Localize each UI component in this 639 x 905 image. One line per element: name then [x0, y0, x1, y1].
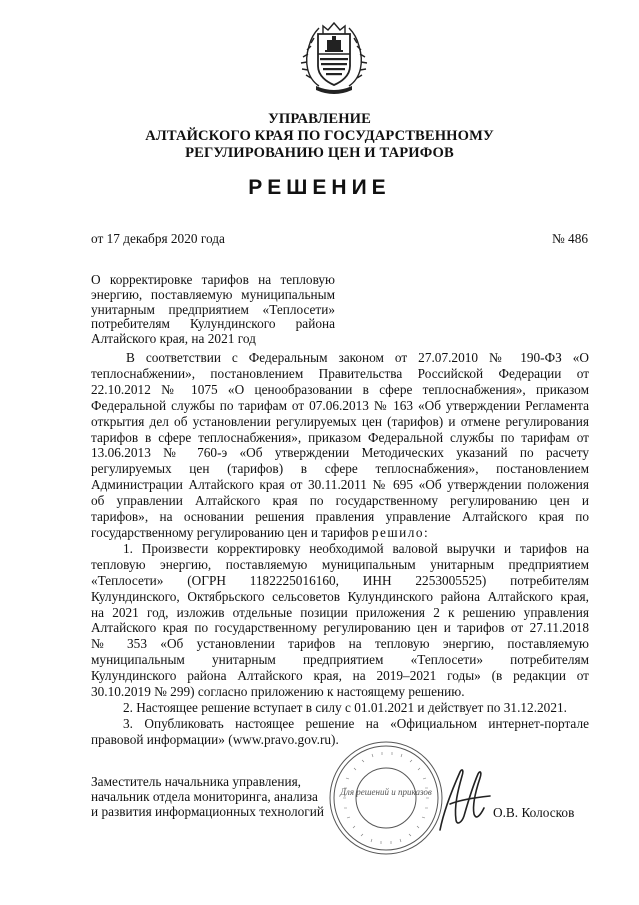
body-line: В соответствии с Федеральным законом от 27.07.2010 № 190-ФЗ «О	[126, 350, 589, 365]
body-line: об управлении Алтайского края по государственному регулированию цен и	[91, 493, 589, 509]
body-line: Федеральной службы по тарифам от 07.06.2013 № 163 «Об утверждении Регламента	[91, 397, 589, 413]
document-body	[91, 350, 589, 748]
body-line: на 2021 год, изложив отдельные позиции приложения 2 к решению управления	[91, 604, 589, 620]
body-line: Кулундинского, Октябрьского сельсоветов Кулундинского района Алтайского края,	[91, 588, 589, 604]
org-name-line2: АЛТАЙСКОГО КРАЯ ПО ГОСУДАРСТВЕННОМУ	[145, 128, 494, 144]
document-number: № 486	[552, 231, 588, 246]
body-line: 22.10.2012 № 1075 «О ценообразовании в сфере теплоснабжения», приказом	[91, 381, 589, 397]
body-line: 2. Настоящее решение вступает в силу с 01.01.2021 и действует по 31.12.2021.	[123, 699, 567, 715]
signatory-position-line: начальник отдела мониторинга, анализа	[91, 789, 318, 804]
subject-line: О корректировке тарифов на тепловую	[91, 272, 335, 287]
resolved-word: решило:	[371, 524, 430, 540]
body-line: 3. Опубликовать настоящее решение на «Официальном интернет-портале	[123, 715, 589, 731]
org-name-line3: РЕГУЛИРОВАНИЮ ЦЕН И ТАРИФОВ	[185, 145, 454, 161]
body-line: открытия дел об установлении регулируемых цен (тарифов) и отмене регулирования	[91, 413, 589, 429]
body-line-text: государственному регулированию цен и тарифов	[91, 524, 369, 540]
stamp-text: Для решений и приказов	[340, 787, 432, 797]
body-line: Администрации Алтайского края от 30.11.2011 № 695 «Об утверждении положения	[91, 477, 589, 493]
body-line: тарифов», на основании решения правления управление Алтайского края по	[91, 509, 589, 525]
subject-line: потребителям Кулундинского района	[91, 316, 335, 332]
signatory-position-line: Заместитель начальника управления,	[91, 774, 302, 789]
altai-krai-coat-of-arms-icon	[299, 20, 369, 94]
body-line: 13.06.2013 № 760-э «Об утверждении Методических указаний по расчету	[91, 445, 589, 461]
signatory-position	[91, 774, 324, 819]
body-line: «Теплосети» (ОГРН 1182225016160, ИНН 2253005525) потребителям	[91, 572, 589, 588]
body-line: правовой информации» (www.pravo.gov.ru).	[91, 731, 339, 747]
body-line: тепловую энергию, поставляемую муниципальным унитарным предприятием	[91, 556, 589, 572]
subject-line: энергию, поставляемую муниципальным	[91, 286, 335, 302]
body-line: № 353 «Об установлении тарифов на тепловую энергию, поставляемую	[91, 636, 589, 652]
subject-line: унитарным предприятием «Теплосети»	[91, 301, 335, 317]
document-subject	[91, 273, 335, 347]
body-line	[91, 525, 589, 541]
org-name-line1: УПРАВЛЕНИЕ	[268, 111, 371, 127]
signatory-name: О.В. Колосков	[493, 805, 575, 820]
body-line: тарифов в сфере теплоснабжения», приказом Федеральной службы по тарифам от	[91, 429, 589, 445]
body-line: Алтайского края по государственному регулированию цен и тарифов от 27.11.2018	[91, 620, 589, 636]
body-line: теплоснабжении», постановлением Правительства Российской Федерации от	[91, 365, 589, 381]
document-date: от 17 декабря 2020 года	[91, 231, 225, 246]
body-line: Кулундинского района Алтайского края, на 2019–2021 годы» (в редакции от	[91, 668, 589, 684]
handwritten-signature-icon	[430, 760, 500, 840]
body-line: муниципальным унитарным предприятием «Теплосети» потребителям	[91, 652, 589, 668]
signatory-position-line: и развития информационных технологий	[91, 804, 324, 819]
subject-line: Алтайского края, на 2021 год	[91, 331, 256, 347]
body-line: 1. Произвести корректировку необходимой валовой выручки и тарифов на	[123, 540, 589, 556]
body-line: регулируемых цен (тарифов) в сфере теплоснабжения», постановлением	[91, 461, 589, 477]
document-type-title: РЕШЕНИЕ	[248, 176, 391, 199]
body-line: 30.10.2019 № 299) согласно приложению к настоящему решению.	[91, 684, 465, 700]
round-seal-stamp-icon	[326, 738, 446, 858]
